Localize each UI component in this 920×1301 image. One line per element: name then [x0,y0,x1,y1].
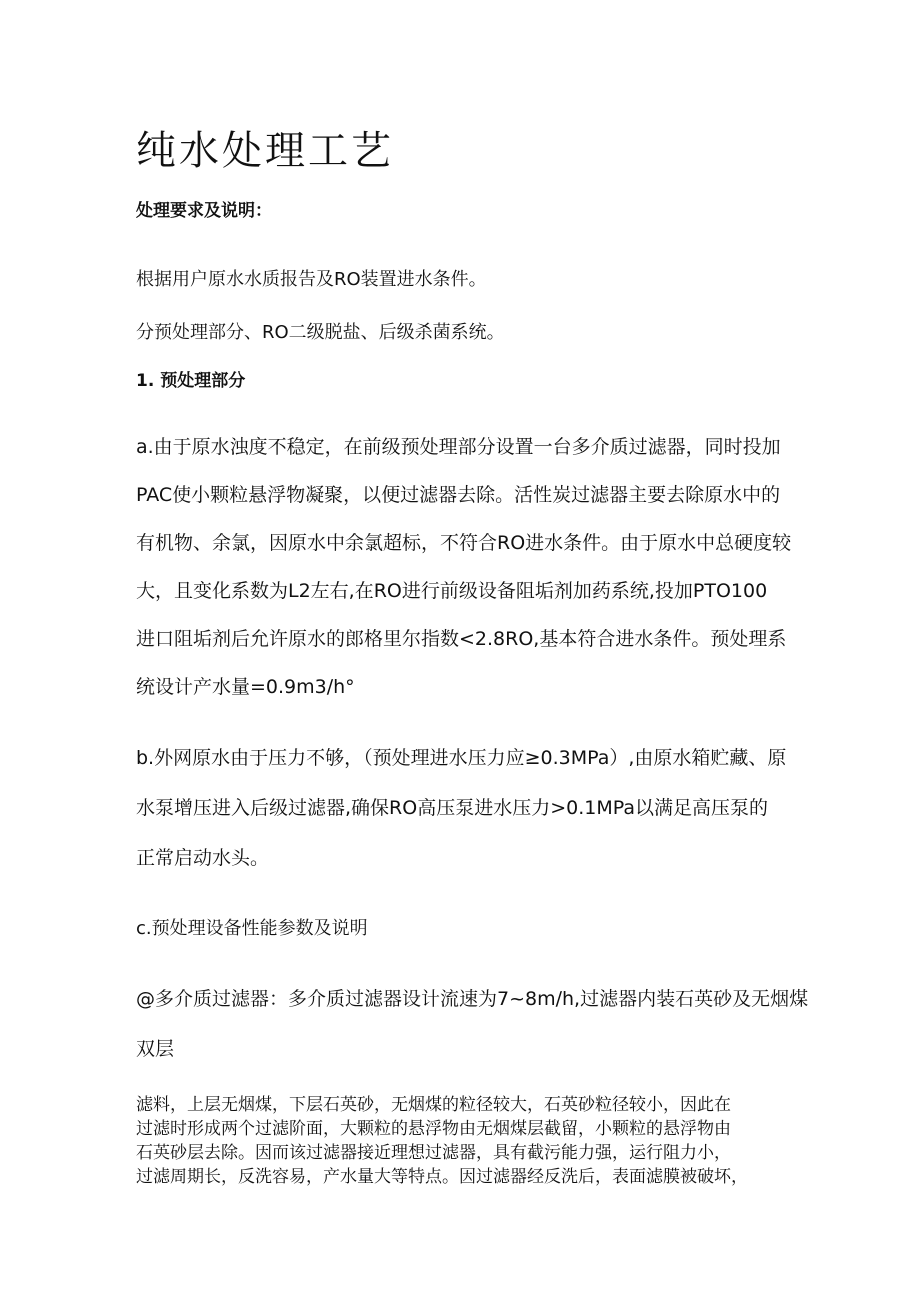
section-heading: 处理要求及说明： [136,201,272,221]
filter-paragraph-line: @多介质过滤器：多介质过滤器设计流速为7~8m∕h,过滤器内装石英砂及无烟煤 [136,988,809,1010]
media-paragraph-line: 过滤时形成两个过滤阶面，大颗粒的悬浮物由无烟煤层截留，小颗粒的悬浮物由 [136,1119,731,1139]
media-paragraph-line: 滤料，上层无烟煤，下层石英砂，无烟煤的粒径较大，石英砂粒径较小，因此在 [136,1095,731,1115]
intro-line: 根据用户原水水质报告及RO装置进水条件。 [136,269,487,290]
paragraph-a-line: 统设计产水量=0.9m3∕h° [136,676,355,698]
document-title: 纯水处理工艺 [136,128,394,174]
paragraph-c: c.预处理设备性能参数及说明 [136,918,368,939]
paragraph-a-line: 进口阻垢剂后允许原水的郎格里尔指数<2.8RO,基本符合进水条件。预处理系 [136,628,787,650]
media-paragraph-line: 过滤周期长，反洗容易，产水量大等特点。因过滤器经反洗后，表面滤膜被破坏， [136,1167,748,1187]
paragraph-b-line: b.外网原水由于压力不够，（预处理进水压力应≥0.3MPa）,由原水箱贮藏、原 [136,747,787,769]
media-paragraph-line: 石英砂层去除。因而该过滤器接近理想过滤器，具有截污能力强，运行阻力小， [136,1143,731,1163]
paragraph-a-line: PAC使小颗粒悬浮物凝聚，以便过滤器去除。活性炭过滤器主要去除原水中的 [136,484,781,506]
filter-paragraph-line: 双层 [136,1038,175,1060]
paragraph-b-line: 正常启动水头。 [136,847,270,869]
paragraph-a-line: a.由于原水浊度不稳定，在前级预处理部分设置一台多介质过滤器，同时投加 [136,436,781,458]
paragraph-a-line: 有机物、余氯，因原水中余氯超标，不符合RO进水条件。由于原水中总硬度较 [136,532,792,554]
paragraph-b-line: 水泵增压进入后级过滤器,确保RO高压泵进水压力>0.1MPa以满足高压泵的 [136,797,768,819]
paragraph-a-line: 大，且变化系数为L2左右,在RO进行前级设备阻垢剂加药系统,投加PTO100 [136,580,768,602]
part-heading: 1. 预处理部分 [136,371,246,391]
intro-line: 分预处理部分、RO二级脱盐、后级杀菌系统。 [136,322,505,343]
